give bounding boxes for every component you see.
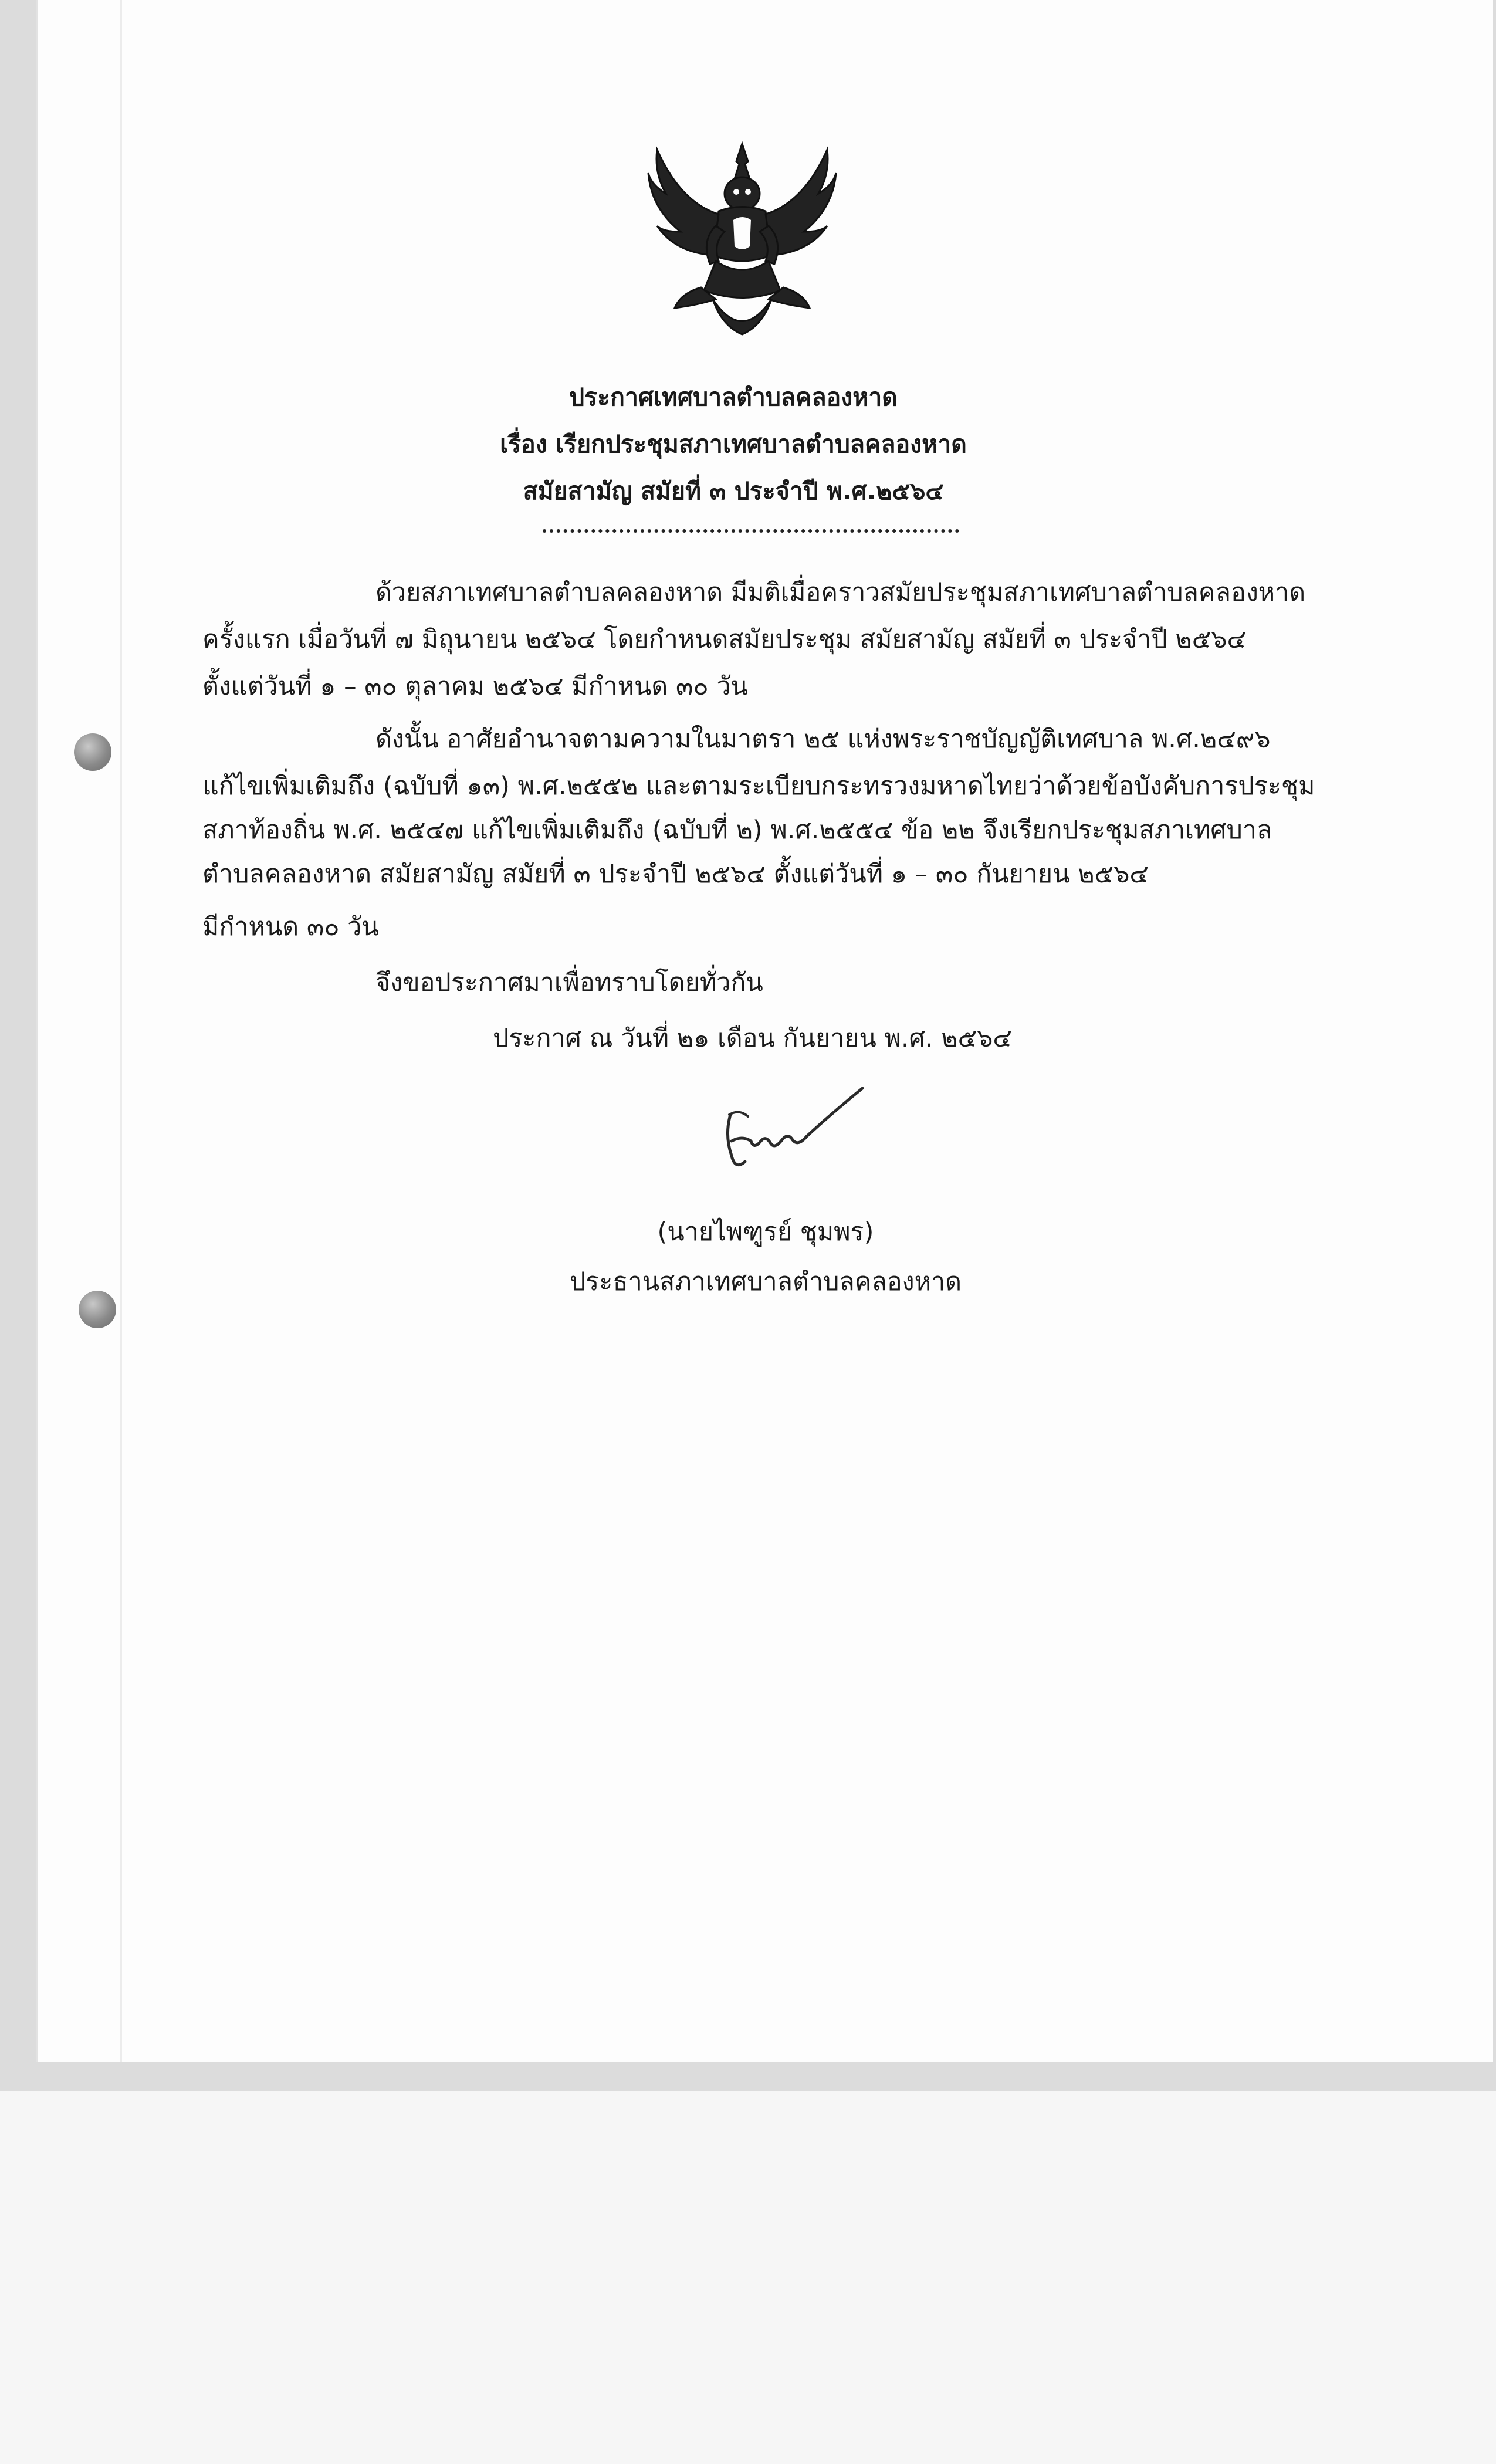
title-line-3: สมัยสามัญ สมัยที่ ๓ ประจำปี พ.ศ.๒๕๖๔: [523, 477, 944, 505]
paragraph1-line-2: ครั้งแรก เมื่อวันที่ ๗ มิถุนายน ๒๕๖๔ โดยกำหนดสมัยประชุม สมัยสามัญ สมัยที่ ๓ ประจำปี ๒๕๖๔: [202, 625, 1247, 654]
punch-hole-bottom: [79, 1291, 116, 1328]
signer-name: (นายไพฑูรย์ ชุมพร): [657, 1217, 874, 1247]
punch-hole-top: [74, 733, 111, 771]
title-line-2: เรื่อง เรียกประชุมสภาเทศบาลตำบลคลองหาด: [500, 430, 967, 458]
page-fold-line: [120, 0, 122, 2062]
paragraph1-line-1: ด้วยสภาเทศบาลตำบลคลองหาด มีมติเมื่อคราวสมัยประชุมสภาเทศบาลตำบลคลองหาด: [375, 578, 1306, 607]
garuda-emblem-icon: [645, 138, 839, 343]
paragraph1-line-3: ตั้งแต่วันที่ ๑ – ๓๐ ตุลาคม ๒๕๖๔ มีกำหนด ๓๐ วัน: [202, 672, 748, 701]
signer-title: ประธานสภาเทศบาลตำบลคลองหาด: [569, 1267, 962, 1297]
title-line-1: ประกาศเทศบาลตำบลคลองหาด: [569, 383, 898, 411]
handwritten-signature-icon: [719, 1082, 871, 1182]
paragraph2-line-2: แก้ไขเพิ่มเติมถึง (ฉบับที่ ๑๓) พ.ศ.๒๕๕๒ และตามระเบียบกระทรวงมหาดไทยว่าด้วยข้อบังคับการประชุม: [202, 771, 1315, 801]
paragraph2-line-1: ดังนั้น อาศัยอำนาจตามความในมาตรา ๒๕ แห่งพระราชบัญญัติเทศบาล พ.ศ.๒๔๙๖: [375, 725, 1271, 754]
blank-area: [0, 2091, 1496, 2464]
paragraph2-line-4: ตำบลคลองหาด สมัยสามัญ สมัยที่ ๓ ประจำปี ๒๕๖๔ ตั้งแต่วันที่ ๑ – ๓๐ กันยายน ๒๕๖๔: [202, 859, 1149, 889]
paragraph2-line-3: สภาท้องถิ่น พ.ศ. ๒๕๔๗ แก้ไขเพิ่มเติมถึง (ฉบับที่ ๒) พ.ศ.๒๕๕๔ ข้อ ๒๒ จึงเรียกประชุมสภาเทศบาล: [202, 815, 1272, 845]
paragraph2-line-5: มีกำหนด ๓๐ วัน: [202, 912, 379, 942]
closing-line: จึงขอประกาศมาเพื่อทราบโดยทั่วกัน: [375, 968, 763, 997]
date-line: ประกาศ ณ วันที่ ๒๑ เดือน กันยายน พ.ศ. ๒๕๖๔: [493, 1024, 1012, 1053]
title-separator: [543, 529, 959, 533]
